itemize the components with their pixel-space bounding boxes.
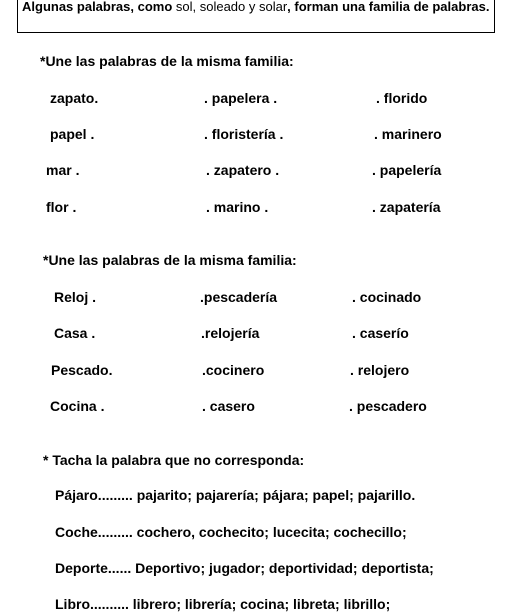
section2-heading: *Une las palabras de la misma familia: xyxy=(43,252,297,268)
s1-left-item: zapato. xyxy=(50,90,99,106)
s3-row: Pájaro......... pajarito; pajarería; pájara; papel; pajarillo. xyxy=(55,487,416,503)
section3-heading: * Tacha la palabra que no corresponda: xyxy=(43,452,305,468)
s2-mid-item: .relojería xyxy=(201,325,260,341)
intro-text-bold: Algunas palabras, como xyxy=(22,0,173,14)
s3-row: Libro.......... librero; librería; cocina; libreta; librillo; xyxy=(55,596,391,612)
s1-left-item: flor . xyxy=(46,199,77,215)
s1-right-item: . florido xyxy=(376,90,428,106)
s2-left-item: Cocina . xyxy=(50,398,105,414)
s1-right-item: . papelería xyxy=(372,162,442,178)
s2-left-item: Pescado. xyxy=(51,362,113,378)
intro-box xyxy=(17,0,495,33)
section1-heading: *Une las palabras de la misma familia: xyxy=(40,53,294,69)
s2-left-item: Casa . xyxy=(54,325,96,341)
s1-mid-item: . zapatero . xyxy=(206,162,280,178)
s2-mid-item: .pescadería xyxy=(200,289,278,305)
s3-row: Coche......... cochero, cochecito; lucecita; cochecillo; xyxy=(55,524,407,540)
s1-left-item: mar . xyxy=(46,162,80,178)
s2-mid-item: .cocinero xyxy=(202,362,265,378)
s2-right-item: . caserío xyxy=(352,325,409,341)
s2-left-item: Reloj . xyxy=(54,289,97,305)
s1-right-item: . marinero xyxy=(374,126,442,142)
s1-right-item: . zapatería xyxy=(372,199,441,215)
s1-left-item: papel . xyxy=(50,126,95,142)
s1-mid-item: . floristería . xyxy=(204,126,284,142)
intro-text-bold-end: , forman una familia de palabras. xyxy=(287,0,490,14)
s2-right-item: . relojero xyxy=(350,362,410,378)
s2-right-item: . pescadero xyxy=(349,398,427,414)
s1-mid-item: . marino . xyxy=(206,199,269,215)
s1-mid-item: . papelera . xyxy=(204,90,278,106)
s3-row: Deporte...... Deportivo; jugador; deportividad; deportista; xyxy=(55,560,434,576)
s2-right-item: . cocinado xyxy=(352,289,422,305)
s2-mid-item: . casero xyxy=(202,398,255,414)
intro-text-example: sol, soleado y solar xyxy=(172,0,288,14)
